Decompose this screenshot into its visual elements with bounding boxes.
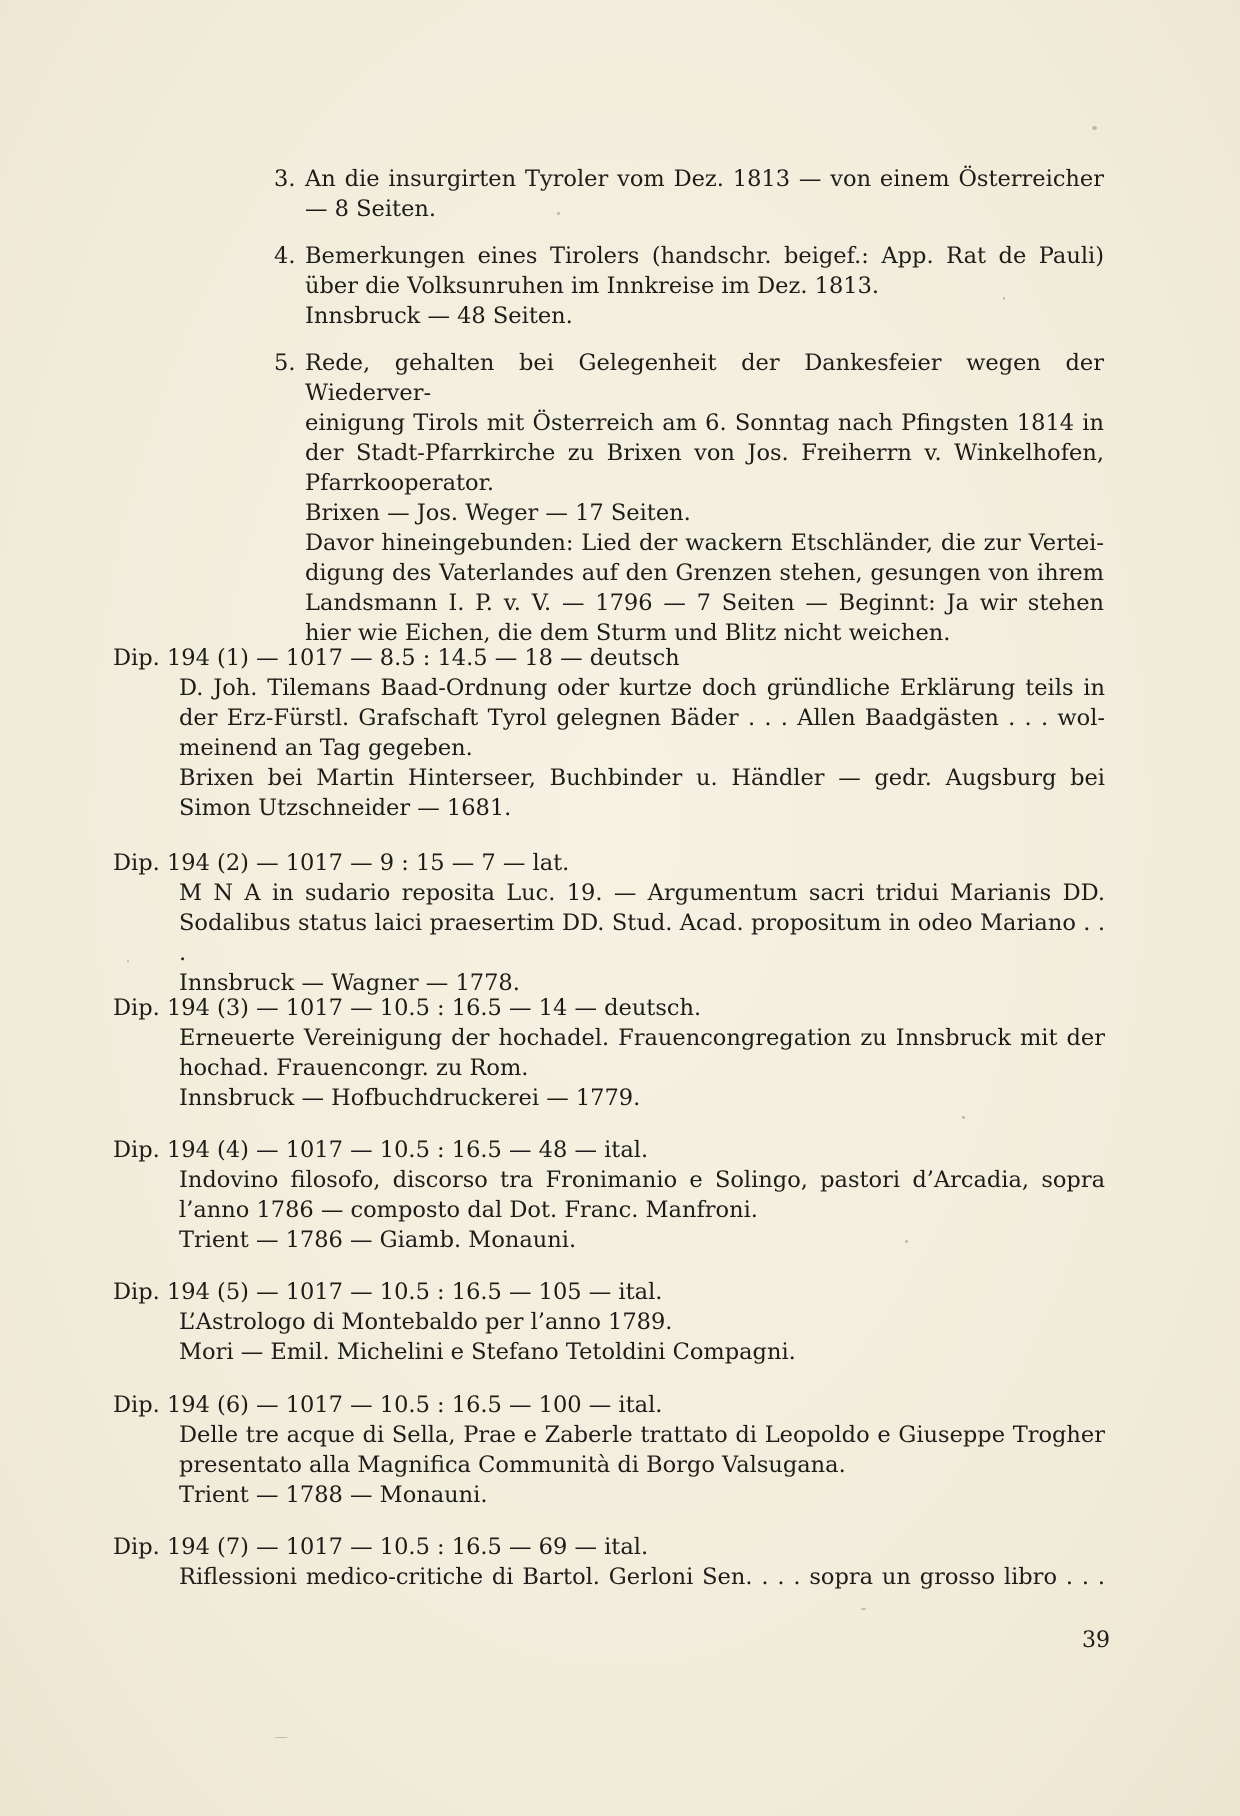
page-number: 39: [1082, 1628, 1110, 1653]
item-line: — 8 Seiten.: [305, 196, 437, 222]
item-number: 3.: [274, 166, 296, 192]
entry-heading: Dip. 194 (3) — 1017 — 10.5 : 16.5 — 14 — deutsch.: [113, 995, 702, 1021]
entry-heading: Dip. 194 (2) — 1017 — 9 : 15 — 7 — lat.: [113, 850, 570, 876]
entry-line: Brixen bei Martin Hinterseer, Buchbinder u. Händler — gedr. Augsburg bei: [179, 765, 1105, 791]
paper-speck: [1003, 297, 1005, 300]
entry-line: Mori — Emil. Michelini e Stefano Tetoldini Compagni.: [179, 1339, 796, 1365]
entry-heading: Dip. 194 (4) — 1017 — 10.5 : 16.5 — 48 — ital.: [113, 1137, 649, 1163]
entry-line: presentato alla Magnifica Communità di Borgo Valsugana.: [179, 1452, 846, 1478]
catalog-entry-6: [113, 1390, 1105, 1510]
entry-line: der Erz-Fürstl. Grafschaft Tyrol gelegnen Bäder . . . Allen Baadgästen . . . wol-: [179, 705, 1105, 731]
entry-heading: Dip. 194 (1) — 1017 — 8.5 : 14.5 — 18 — deutsch: [113, 645, 680, 671]
item-line: An die insurgirten Tyroler vom Dez. 1813 — von einem Österreicher: [305, 166, 1104, 192]
item-line: Landsmann I. P. v. V. — 1796 — 7 Seiten — Beginnt: Ja wir stehen: [305, 590, 1104, 616]
catalog-entry-5: [113, 1277, 1105, 1367]
item-line: digung des Vaterlandes auf den Grenzen stehen, gesungen von ihrem: [305, 560, 1104, 586]
entry-line: hochad. Frauencongr. zu Rom.: [179, 1055, 529, 1081]
entry-line: Simon Utzschneider — 1681.: [179, 795, 512, 821]
catalog-entry-7: [113, 1532, 1105, 1592]
entry-line: Indovino filosofo, discorso tra Fronimanio e Solingo, pastori d’Arcadia, sopra: [179, 1167, 1105, 1193]
entry-line: Delle tre acque di Sella, Prae e Zaberle trattato di Leopoldo e Giuseppe Trogher: [179, 1422, 1105, 1448]
item-line: Rede, gehalten bei Gelegenheit der Dankesfeier wegen der Wiederver-: [305, 350, 1104, 406]
entry-heading: Dip. 194 (5) — 1017 — 10.5 : 16.5 — 105 — ital.: [113, 1279, 663, 1305]
numbered-item-5: [274, 348, 1104, 648]
entry-heading: Dip. 194 (6) — 1017 — 10.5 : 16.5 — 100 — ital.: [113, 1392, 663, 1418]
paper-speck: [127, 960, 129, 962]
item-number: 5.: [274, 350, 296, 376]
numbered-item-4: [274, 241, 1104, 331]
item-line: einigung Tirols mit Österreich am 6. Sonntag nach Pfingsten 1814 in: [305, 410, 1104, 436]
entry-heading: Dip. 194 (7) — 1017 — 10.5 : 16.5 — 69 — ital.: [113, 1534, 649, 1560]
item-line: Davor hineingebunden: Lied der wackern Etschländer, die zur Vertei-: [305, 530, 1104, 556]
entry-line: M N A in sudario reposita Luc. 19. — Argumentum sacri tridui Marianis DD.: [179, 880, 1105, 906]
catalog-entry-1: [113, 643, 1105, 823]
item-line: über die Volksunruhen im Innkreise im Dez. 1813.: [305, 273, 880, 299]
paper-speck: [905, 1240, 908, 1243]
item-line: Pfarrkooperator.: [305, 470, 495, 496]
entry-line: Innsbruck — Wagner — 1778.: [179, 970, 520, 996]
paper-speck: [557, 212, 560, 215]
item-line: Brixen — Jos. Weger — 17 Seiten.: [305, 500, 691, 526]
entry-line: l’anno 1786 — composto dal Dot. Franc. Manfroni.: [179, 1197, 758, 1223]
entry-line: Trient — 1788 — Monauni.: [179, 1482, 488, 1508]
entry-line: Sodalibus status laici praesertim DD. Stud. Acad. propositum in odeo Mariano . . .: [179, 910, 1105, 966]
item-line: der Stadt-Pfarrkirche zu Brixen von Jos. Freiherrn v. Winkelhofen,: [305, 440, 1104, 466]
entry-line: meinend an Tag gegeben.: [179, 735, 473, 761]
item-number: 4.: [274, 243, 296, 269]
catalog-entry-3: [113, 993, 1105, 1113]
entry-line: L’Astrologo di Montebaldo per l’anno 1789.: [179, 1309, 673, 1335]
paper-speck: [1092, 126, 1097, 130]
paper-speck: [861, 1608, 866, 1610]
entry-line: Riflessioni medico-critiche di Bartol. Gerloni Sen. . . . sopra un grosso libro . . .: [179, 1564, 1105, 1590]
entry-line: Innsbruck — Hofbuchdruckerei — 1779.: [179, 1085, 641, 1111]
catalog-entry-2: [113, 848, 1105, 998]
paper-speck: [274, 1737, 288, 1738]
item-line: Innsbruck — 48 Seiten.: [305, 303, 573, 329]
entry-line: Erneuerte Vereinigung der hochadel. Frauencongregation zu Innsbruck mit der: [179, 1025, 1105, 1051]
numbered-item-3: [274, 164, 1104, 224]
item-line: hier wie Eichen, die dem Sturm und Blitz nicht weichen.: [305, 620, 951, 646]
entry-line: Trient — 1786 — Giamb. Monauni.: [179, 1227, 577, 1253]
paper-speck: [962, 1116, 965, 1119]
entry-line: D. Joh. Tilemans Baad-Ordnung oder kurtze doch gründliche Erklärung teils in: [179, 675, 1105, 701]
item-line: Bemerkungen eines Tirolers (handschr. beigef.: App. Rat de Pauli): [305, 243, 1104, 269]
catalog-entry-4: [113, 1135, 1105, 1255]
